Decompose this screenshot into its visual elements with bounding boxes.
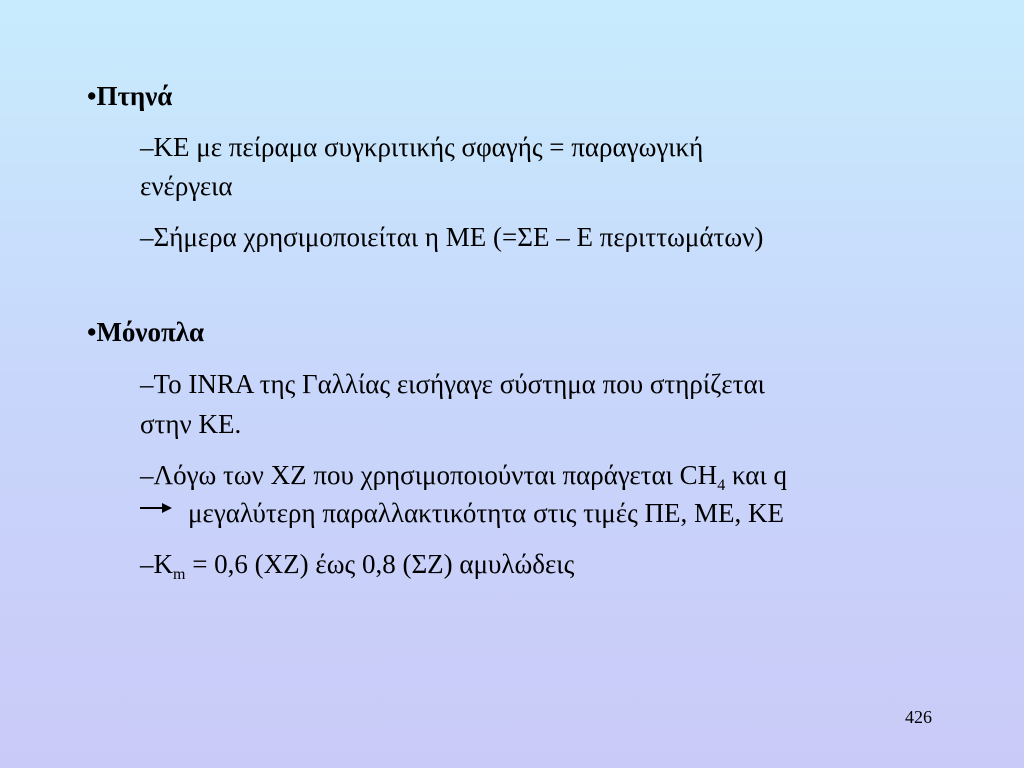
section-heading-monogastric: •Μόνοπλα	[87, 317, 205, 347]
text-fragment: –K	[140, 549, 173, 579]
bullet-text-line: ενέργεια	[140, 171, 233, 201]
text-fragment: και q	[725, 460, 787, 490]
bullet-text-line: –Σήμερα χρησιμοποιείται η ΜΕ (=ΣΕ – Ε περιττωμάτων)	[140, 222, 764, 252]
subscript-m: m	[173, 566, 186, 583]
text-fragment: –Λόγω των ΧΖ που χρησιμοποιούνται παράγεται CH	[140, 460, 718, 490]
right-arrow-icon	[140, 500, 172, 516]
bullet-text-line: στην ΚΕ.	[140, 409, 242, 439]
bullet-text-line: μεγαλύτερη παραλλακτικότητα στις τιμές ΠΕ, ΜΕ, ΚΕ	[188, 498, 785, 528]
text-fragment: = 0,6 (ΧΖ) έως 0,8 (ΣΖ) αμυλώδεις	[185, 549, 575, 579]
bullet-text-line: –ΚΕ με πείραμα συγκριτικής σφαγής = παραγωγική	[140, 132, 704, 162]
bullet-text-line-km	[140, 548, 574, 585]
bullet-text-line-ch4	[140, 459, 787, 496]
bullet-text-line: –Το INRA της Γαλλίας εισήγαγε σύστημα που στηρίζεται	[140, 369, 765, 399]
page-number: 426	[905, 707, 932, 727]
subscript-4: 4	[717, 477, 726, 494]
section-heading-birds: •Πτηνά	[87, 81, 173, 111]
